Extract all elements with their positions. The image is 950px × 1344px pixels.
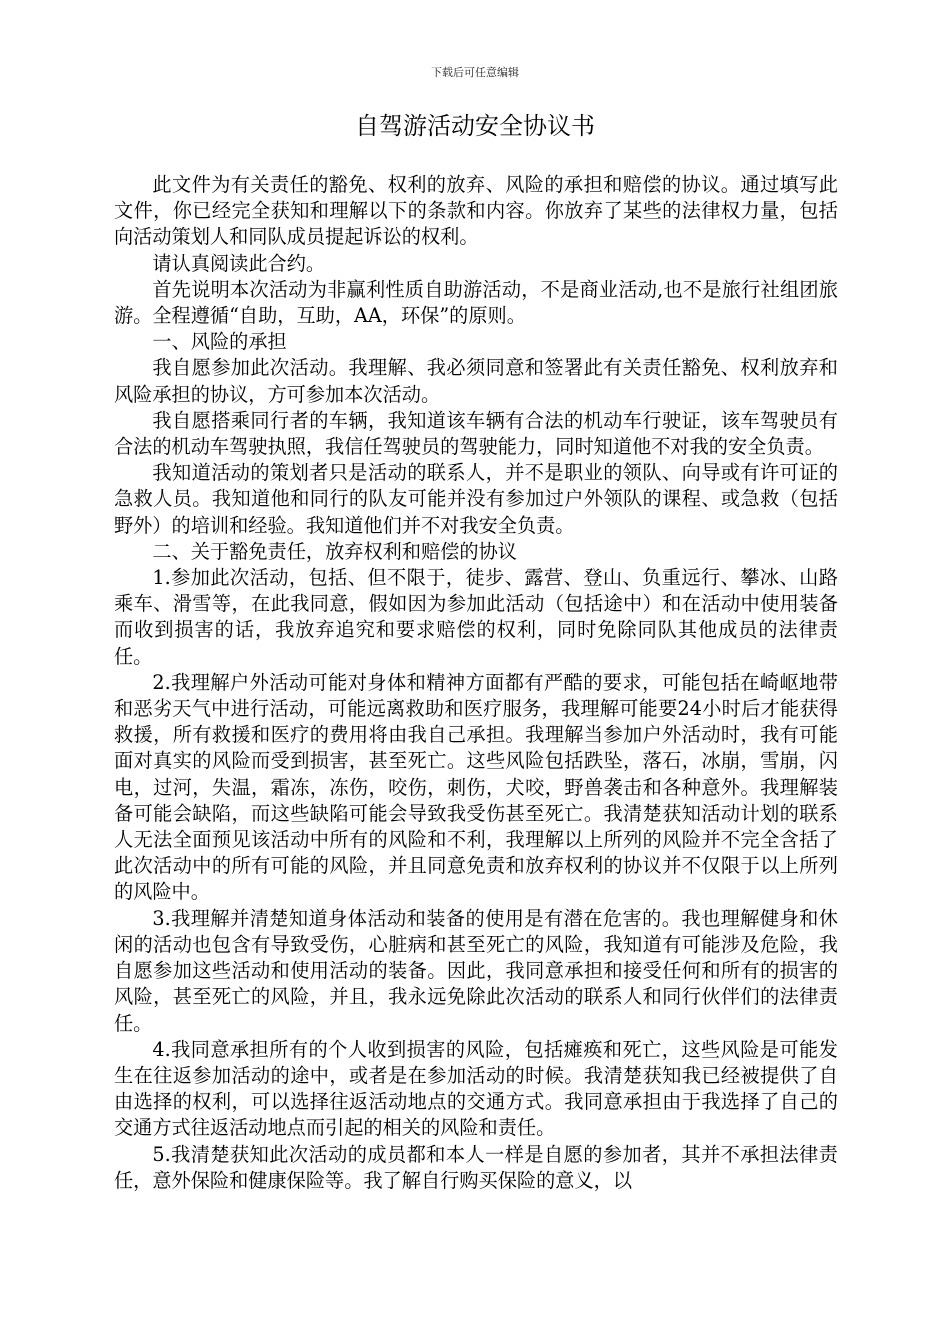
clause-1: 1.参加此次活动，包括、但不限于，徒步、露营、登山、负重远行、攀冰、山路乘车、滑雪等，在此我同意，假如因为参加此活动（包括途中）和在活动中使用装备而收到损害的话，我放弃追究和要求赔偿的权利，同时免除同队其他成员的法律责任。 (114, 566, 838, 668)
header-note: 下载后可任意编辑 (431, 66, 519, 79)
clause-2: 2.我理解户外活动可能对身体和精神方面都有严酷的要求，可能包括在崎岖地带和恶劣天气中进行活动，可能远离救助和医疗服务，我理解可能要24小时后才能获得救援，所有救援和医疗的费用将由我自己承担。我理解当参加户外活动时，我有可能面对真实的风险而受到损害，甚至死亡。这些风险包括跌坠，落石，冰崩，雪崩，闪电，过河，失温，霜冻，冻伤，咬伤，刺伤，犬咬，野兽袭击和各种意外。我理解装备可能会缺陷，而这些缺陷可能会导致我受伤甚至死亡。我清楚获知活动计划的联系人无法全面预见该活动中所有的风险和不利，我理解以上所列的风险并不完全含括了此次活动中的所有可能的风险，并且同意免责和放弃权利的协议并不仅限于以上所列的风险中。 (114, 670, 838, 904)
paragraph-voluntary: 我自愿参加此次活动。我理解、我必须同意和签署此有关责任豁免、权利放弃和风险承担的协议，方可参加本次活动。 (114, 356, 838, 406)
clause-5: 5.我清楚获知此次活动的成员都和本人一样是自愿的参加者，其并不承担法律责任，意外保险和健康保险等。我了解自行购买保险的意义，以 (114, 1142, 838, 1192)
paragraph-organizer: 我知道活动的策划者只是活动的联系人，并不是职业的领队、向导或有许可证的急救人员。我知道他和同行的队友可能并没有参加过户外领队的课程、或急救（包括野外）的培训和经验。我知道他们并不对我安全负责。 (114, 461, 838, 537)
paragraph-intro: 此文件为有关责任的豁免、权利的放弃、风险的承担和赔偿的协议。通过填写此文件，你已经完全获知和理解以下的条款和内容。你放弃了某些的法律权力量，包括向活动策划人和同队成员提起诉讼的权利。 (114, 173, 838, 249)
section-heading-waiver: 二、关于豁免责任，放弃权利和赔偿的协议 (152, 539, 517, 563)
section-heading-risk: 一、风险的承担 (152, 330, 287, 354)
clause-3: 3.我理解并清楚知道身体活动和装备的使用是有潜在危害的。我也理解健身和休闲的活动也包含有导致受伤，心脏病和甚至死亡的风险，我知道有可能涉及危险，我自愿参加这些活动和使用活动的装备。因此，我同意承担和接受任何和所有的损害的风险，甚至死亡的风险，并且，我永远免除此次活动的联系人和同行伙伴们的法律责任。 (114, 906, 838, 1035)
paragraph-vehicle: 我自愿搭乘同行者的车辆，我知道该车辆有合法的机动车行驶证，该车驾驶员有合法的机动车驾驶执照，我信任驾驶员的驾驶能力，同时知道他不对我的安全负责。 (114, 408, 838, 459)
paragraph-read-notice: 请认真阅读此合约。 (152, 251, 326, 275)
document-body (114, 172, 838, 1194)
document-title: 自驾游活动安全协议书 (355, 112, 595, 140)
clause-4: 4.我同意承担所有的个人收到损害的风险，包括瘫痪和死亡，这些风险是可能发生在往返参加活动的途中，或者是在参加活动的时候。我清楚获知我已经被提供了自由选择的权利，可以选择往返活动地点的交通方式。我同意承担由于我选择了自己的交通方式往返活动地点而引起的相关的风险和责任。 (114, 1037, 838, 1140)
paragraph-activity-nature: 首先说明本次活动为非赢利性质自助游活动，不是商业活动,也不是旅行社组团旅游。全程遵循“自助，互助，AA，环保”的原则。 (114, 277, 838, 328)
